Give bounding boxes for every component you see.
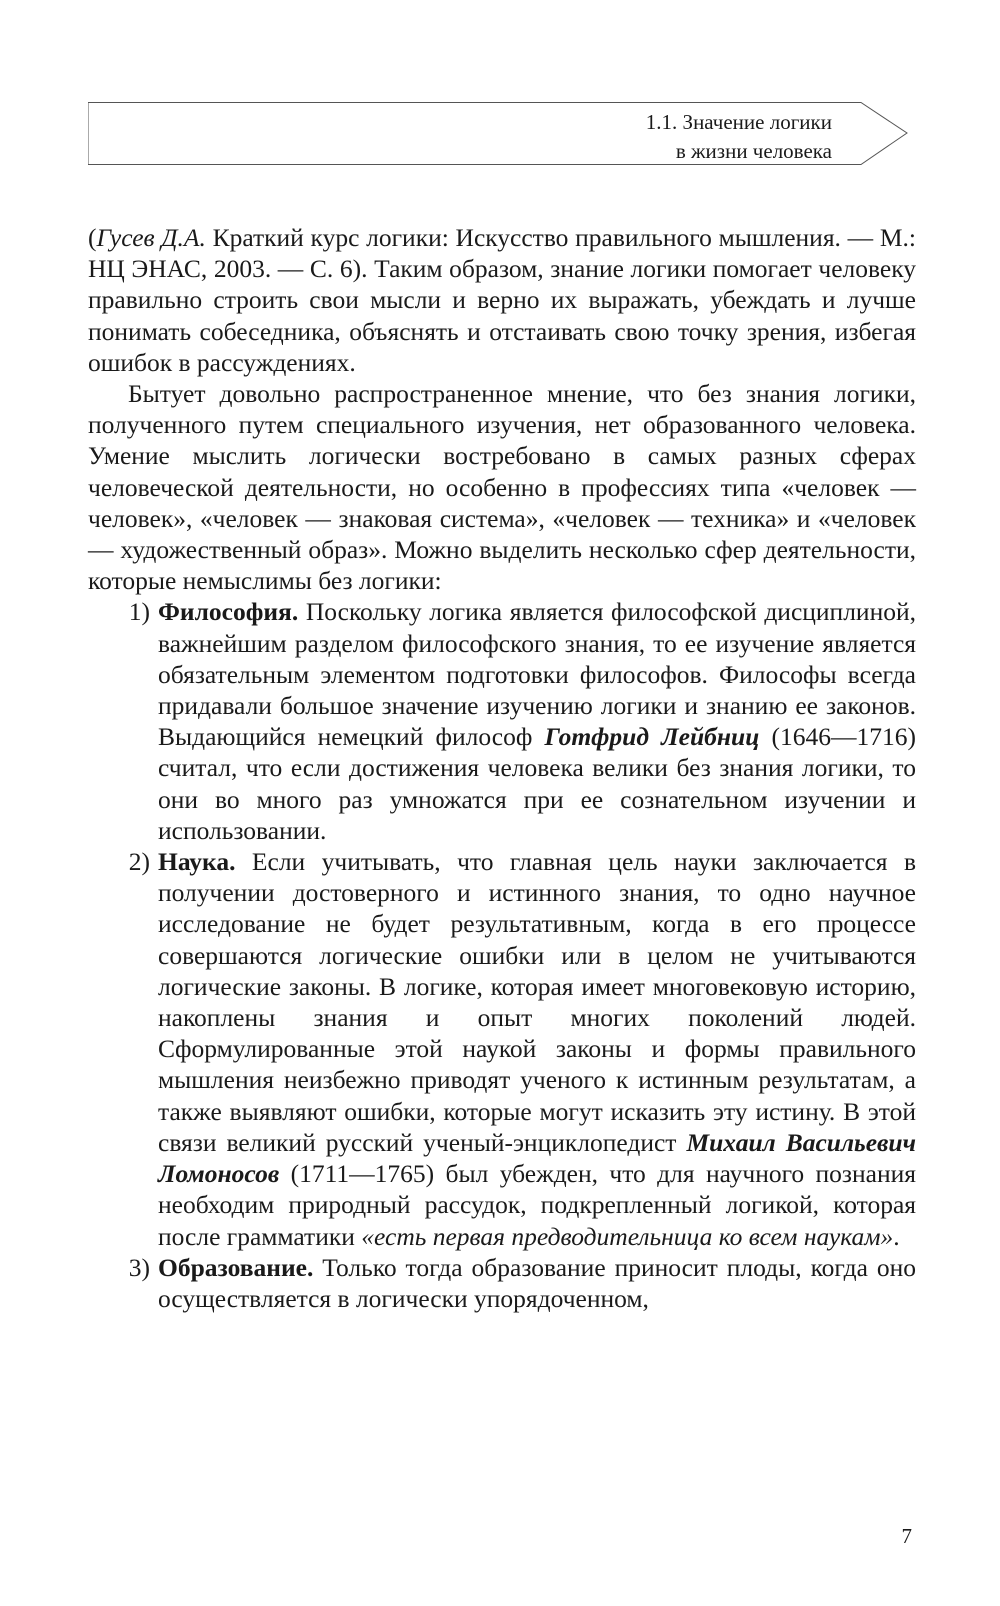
list-item-text: Если учитывать, что главная цель науки заключается в получении достоверного и истинного знания, то одно научное исследование не будет результативным, когда в его процессе совершаются логические ошибки или в целом не учитываются логические законы. В логике, которая имеет многовековую историю, накоплены знания и опыт многих поколений людей. Сформулированные этой наукой законы и формы правильного мышления неизбежно приводят ученого к истинным результатам, а также выявляют ошибки, которые могут исказить эту истину. В этой связи великий русский ученый-энциклопедист <box>158 847 916 1157</box>
list-item-body <box>158 846 916 1252</box>
running-header <box>88 102 908 166</box>
quotation: «есть первая предводительница ко всем наукам» <box>361 1221 894 1251</box>
list-number: 2) <box>128 847 150 877</box>
list-item <box>88 846 916 1252</box>
paragraph-2: Бытует довольно распространенное мнение, что без знания логики, полученного путем специального изучения, нет образованного человека. Умение мыслить логически востребовано в самых разных сферах человеческой деятельности, но особенно в профессиях типа «человек — человек», «человек — знаковая система», «человек — техника» и «человек — художественный образ». Можно выделить несколько сфер деятельности, которые немыслимы без логики: <box>88 379 916 596</box>
list-item <box>88 596 916 846</box>
paragraph-1-text: Краткий курс логики: Искусство правильного мышления. — М.: НЦ ЭНАС, 2003. — С. 6). Таким образом, знание логики помогает человеку правильно строить свои мысли и верно их выражать, убеждать и лучше понимать собеседника, объяснять и отстаивать свою точку зрения, избегая ошибок в рассуждениях. <box>88 223 916 377</box>
list-item <box>88 1252 916 1314</box>
list-item-body <box>158 1252 916 1314</box>
list-item-title: Образование. <box>158 1252 314 1282</box>
person-name: Михаил Васильевич Ломоносов <box>158 1127 916 1189</box>
list-item-text: . <box>893 1221 900 1251</box>
list-number: 1) <box>128 597 150 627</box>
header-line-1: 1.1. Значение логики <box>645 110 832 134</box>
header-line-2: в жизни человека <box>675 139 832 163</box>
paren-open: ( <box>88 223 97 252</box>
header-title <box>646 108 832 166</box>
list-item-text: Только тогда образование приносит плоды, когда оно осуществляется в логически упорядоченном, <box>158 1252 916 1313</box>
cited-author: Гусев Д.А. <box>96 223 206 252</box>
list-item-text: (1711—1765) был убежден, что для научного познания необходим природный рассудок, подкрепленный логикой, которая после грамматики <box>158 1159 916 1251</box>
paragraph-1 <box>88 222 916 378</box>
list-number: 3) <box>128 1252 150 1282</box>
list-item-body <box>158 596 916 846</box>
list-item-title: Наука. <box>158 847 236 877</box>
page-body <box>88 222 916 1314</box>
list-item-title: Философия. <box>158 597 299 627</box>
person-name: Готфрид Лейбниц <box>544 722 760 752</box>
page-number: 7 <box>901 1524 912 1548</box>
list-item-text: Поскольку логика является философской дисциплиной, важнейшим разделом философского знания, то ее изучение является обязательным элементом подготовки философов. Философы всегда придавали большое значение изучению логики и знанию ее законов. Выдающийся немецкий философ <box>158 597 916 752</box>
list-item-text: (1646—1716) считал, что если достижения человека велики без знания логики, то они во много раз умножатся при ее сознательном изучении и использовании. <box>158 722 917 845</box>
